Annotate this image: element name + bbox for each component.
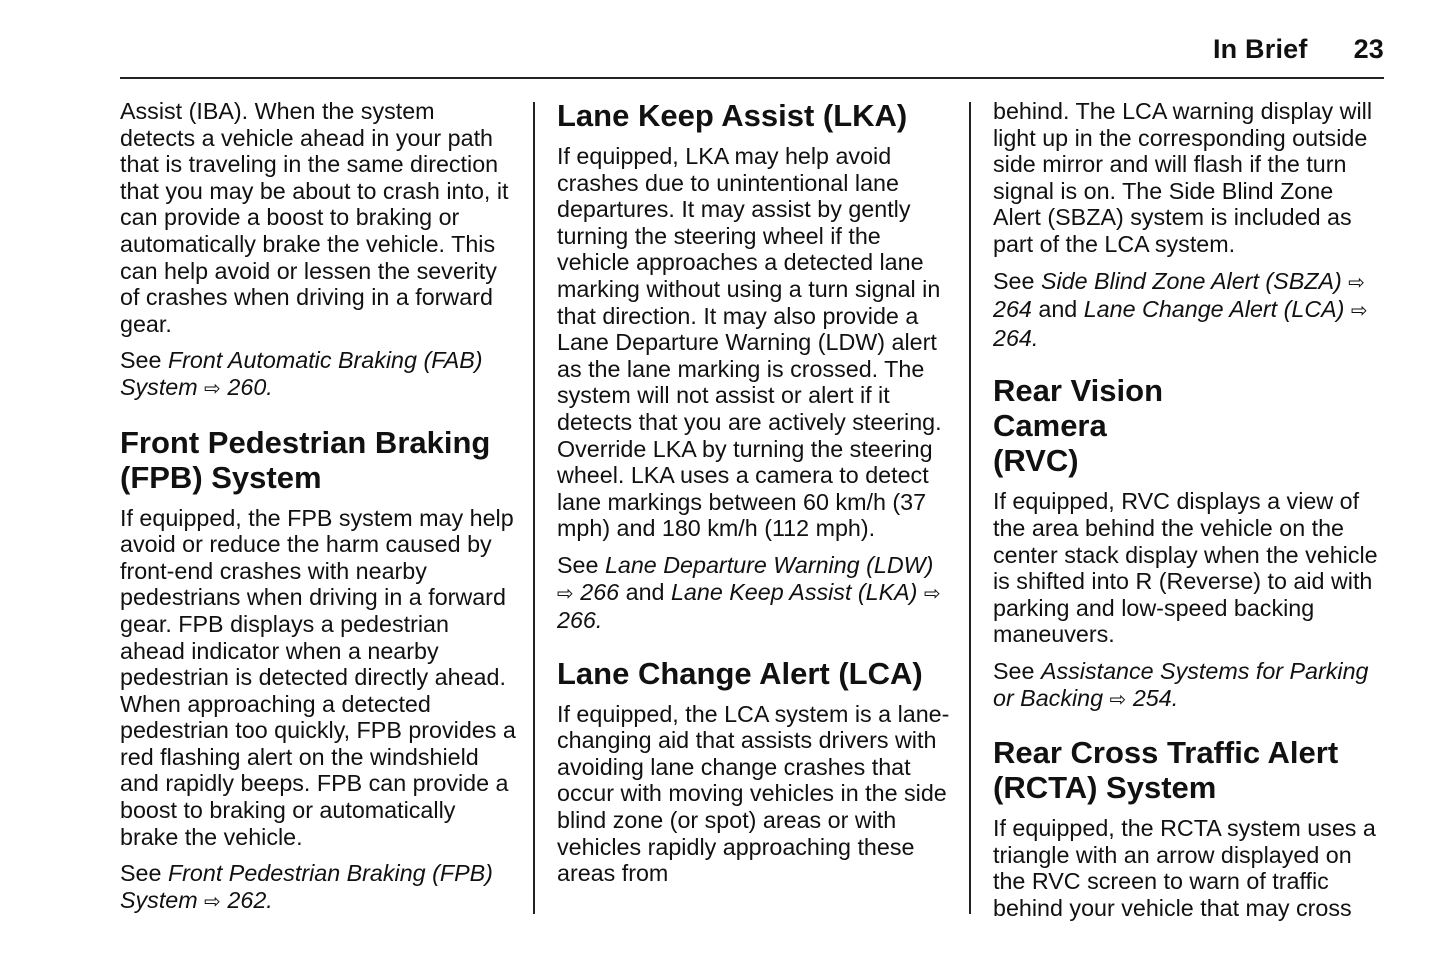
sbza-link[interactable]: Side Blind Zone Alert (SBZA) <box>1040 267 1342 294</box>
page-ref-arrow-icon: ⇨ <box>1348 271 1366 294</box>
lka-paragraph: If equipped, LKA may help avoid crashes due to unintentional lane departures. It may assist by gently turning the steering wheel if the vehicle approaches a detected lane marking without using a turn signal in that direction. It may also provide a Lane Departure Warning (LDW) alert as the lane marking is crossed. The system will not assist or alert if it detects that you are actively steering. Override LKA by turning the steering wheel. LKA uses a camera to detect lane markings between 60 km/h (37 mph) and 180 km/h (112 mph). <box>557 143 942 542</box>
page-ref-arrow-icon: ⇨ <box>204 377 221 400</box>
fab-page-link[interactable]: 260. <box>227 373 273 400</box>
see-ldw-lka-reference: See Lane Departure Warning (LDW) ⇨ 266 and Lane Keep Assist (LKA) ⇨ 266. <box>557 551 941 634</box>
section-title: In Brief <box>1212 34 1308 64</box>
column-3 <box>993 98 1385 931</box>
ldw-link[interactable]: Lane Departure Warning (LDW) <box>604 551 934 578</box>
see-sbza-lca-reference: See Side Blind Zone Alert (SBZA) ⇨ 264 and Lane Change Alert (LCA) ⇨ 264. <box>993 267 1368 351</box>
page-ref-arrow-icon: ⇨ <box>204 890 221 913</box>
page-number: 23 <box>1353 34 1384 64</box>
see-fab-reference: See Front Automatic Braking (FAB) System ⇨ 260. <box>120 347 483 400</box>
page-ref-arrow-icon: ⇨ <box>1350 300 1368 323</box>
rvc-paragraph: If equipped, RVC displays a view of the area behind the vehicle on the center stack display when the vehicle is shifted into R (Reverse) to aid with parking and low-speed backing maneuvers. <box>993 488 1378 648</box>
ldw-page-link[interactable]: 266 <box>580 578 620 605</box>
lca-heading: Lane Change Alert (LCA) <box>557 655 923 691</box>
page-ref-arrow-icon: ⇨ <box>1109 688 1127 711</box>
lka-page-link[interactable]: 266. <box>557 607 603 634</box>
lca-link[interactable]: Lane Change Alert (LCA) <box>1083 296 1345 323</box>
lka-heading: Lane Keep Assist (LKA) <box>557 98 908 133</box>
page-header <box>1213 34 1384 65</box>
lca-paragraph: If equipped, the LCA system is a lane-changing aid that assists drivers with avoiding lane change crashes that occur with moving vehicles in the side blind zone (or spot) areas or with vehicles rapidly approaching these areas from <box>557 700 950 887</box>
iba-paragraph: Assist (IBA). When the system detects a vehicle ahead in your path that is traveling in the same direction that you may be about to crash into, it can provide a boost to braking or automatically brake the vehicle. This can help avoid or lessen the severity of crashes when driving in a forward gear. <box>120 98 509 337</box>
fpb-link[interactable]: Front Pedestrian Braking (FPB) System <box>120 860 493 913</box>
fpb-paragraph: If equipped, the FPB system may help avoid or reduce the harm caused by front-end crashes with nearby pedestrians when driving in a forward gear. FPB displays a pedestrian ahead indicator when a nearby pedestrian is detected directly ahead. When approaching a detected pedestrian too quickly, FPB provides a red flashing alert on the windshield and rapidly beeps. FPB can provide a boost to braking or automatically brake the vehicle. <box>120 504 516 850</box>
rcta-paragraph: If equipped, the RCTA system uses a triangle with an arrow displayed on the RVC screen to warn of traffic behind your vehicle that may cross <box>993 815 1376 921</box>
header-rule <box>120 77 1384 79</box>
rvc-heading: Rear Vision Camera (RVC) <box>993 373 1164 479</box>
parking-link[interactable]: Assistance Systems for Parking or Backing <box>993 657 1369 711</box>
column-2 <box>557 98 952 897</box>
column-divider-2 <box>969 102 971 914</box>
fab-link[interactable]: Front Automatic Braking (FAB) System <box>120 347 483 400</box>
see-parking-reference: See Assistance Systems for Parking or Backing ⇨ 254. <box>993 657 1369 711</box>
lca-continued-paragraph: behind. The LCA warning display will light up in the corresponding outside side mirror and will flash if the turn signal is on. The Side Blind Zone Alert (SBZA) system is included as part of the LCA system. <box>993 98 1373 257</box>
column-1 <box>120 98 516 925</box>
parking-page-link[interactable]: 254. <box>1132 684 1179 711</box>
rcta-heading: Rear Cross Traffic Alert (RCTA) System <box>993 735 1339 806</box>
page-ref-arrow-icon: ⇨ <box>923 582 941 605</box>
lka-link[interactable]: Lane Keep Assist (LKA) <box>670 578 918 605</box>
fpb-heading: Front Pedestrian Braking (FPB) System <box>120 424 491 495</box>
column-divider-1 <box>533 102 535 914</box>
see-fpb-reference: See Front Pedestrian Braking (FPB) System ⇨ 262. <box>120 860 493 913</box>
fpb-page-link[interactable]: 262. <box>227 886 273 913</box>
sbza-page-link[interactable]: 264 <box>993 296 1032 323</box>
lca-page-link[interactable]: 264. <box>993 324 1039 351</box>
page-ref-arrow-icon: ⇨ <box>557 582 574 605</box>
